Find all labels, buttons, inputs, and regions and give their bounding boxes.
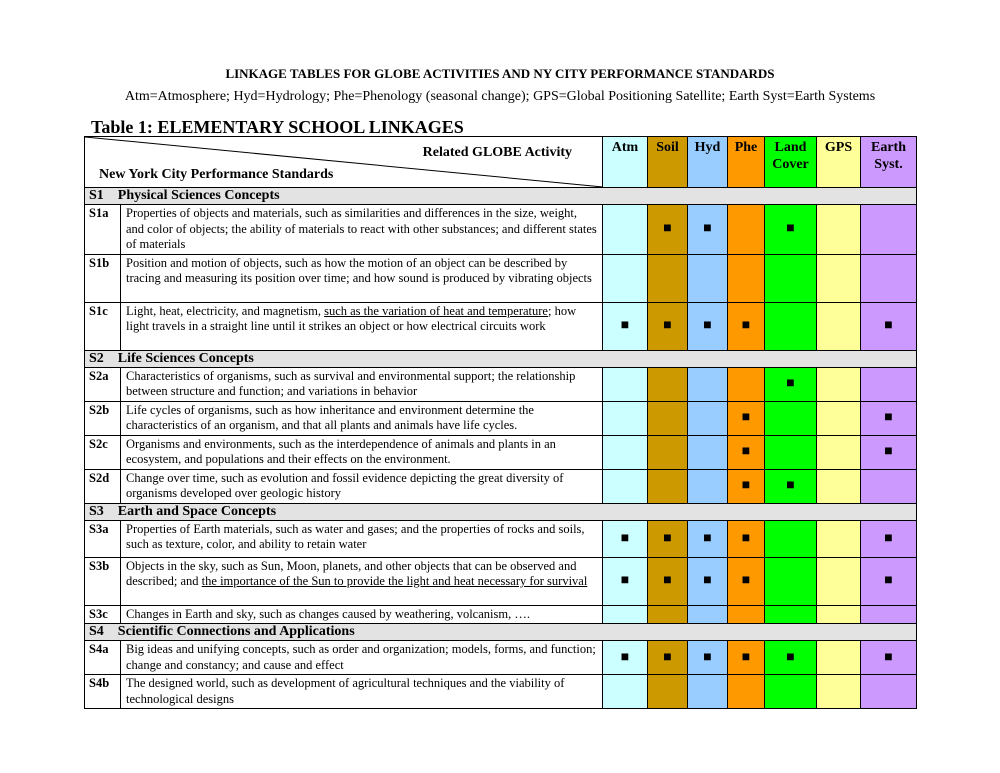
linkage-marker: ■ [786, 221, 795, 237]
linkage-marker: ■ [663, 318, 672, 333]
cell-soil [648, 205, 688, 255]
linkage-marker: ■ [620, 318, 630, 333]
standard-description [121, 205, 603, 255]
cell-phe [728, 675, 765, 709]
linkage-marker: ■ [663, 530, 672, 546]
related-activity-label: Related GLOBE Activity [422, 145, 572, 160]
standard-code: S3a [85, 520, 121, 557]
cell-hyd [688, 557, 728, 605]
standard-code: S1b [85, 254, 121, 302]
standard-row [85, 520, 917, 557]
cell-land-cover [765, 675, 817, 709]
cell-atm [603, 302, 648, 350]
cell-land-cover [765, 367, 817, 401]
linkage-marker: ■ [884, 573, 893, 588]
cell-atm [603, 205, 648, 255]
cell-soil [648, 469, 688, 503]
standard-code: S2a [85, 367, 121, 401]
description-text: Characteristics of organisms, such as survival and environmental support; the relationship between structure and function; and variations in behavior [126, 368, 576, 398]
cell-earth-syst [861, 367, 917, 401]
col-header-phe: Phe [728, 137, 765, 188]
cell-atm [603, 641, 648, 675]
standard-description [121, 401, 603, 435]
section-label: S3 Earth and Space Concepts [85, 503, 917, 520]
cell-soil [648, 520, 688, 557]
cell-hyd [688, 254, 728, 302]
cell-hyd [688, 367, 728, 401]
linkage-marker: ■ [703, 649, 712, 665]
underlined-text: such as the variation of heat and temperature; [324, 303, 552, 318]
standard-row [85, 469, 917, 503]
standard-description [121, 367, 603, 401]
standard-row [85, 675, 917, 709]
standard-description [121, 469, 603, 503]
cell-earth-syst [861, 302, 917, 350]
standard-row [85, 401, 917, 435]
cell-atm [603, 254, 648, 302]
cell-earth-syst [861, 435, 917, 469]
section-row [85, 350, 917, 367]
linkage-table [84, 136, 917, 709]
linkage-marker: ■ [620, 649, 630, 665]
cell-atm [603, 557, 648, 605]
standard-description [121, 435, 603, 469]
linkage-marker: ■ [884, 649, 893, 665]
cell-land-cover [765, 469, 817, 503]
cell-hyd [688, 641, 728, 675]
cell-gps [817, 557, 861, 605]
cell-gps [817, 254, 861, 302]
cell-gps [817, 675, 861, 709]
linkage-marker: ■ [741, 444, 751, 459]
cell-atm [603, 605, 648, 624]
section-label: S1 Physical Sciences Concepts [85, 188, 917, 205]
cell-land-cover [765, 254, 817, 302]
cell-phe [728, 435, 765, 469]
cell-soil [648, 435, 688, 469]
cell-gps [817, 435, 861, 469]
cell-gps [817, 641, 861, 675]
linkage-marker: ■ [884, 530, 893, 546]
cell-soil [648, 367, 688, 401]
standard-row [85, 367, 917, 401]
cell-atm [603, 675, 648, 709]
linkage-marker: ■ [884, 318, 893, 333]
standard-row [85, 254, 917, 302]
linkage-marker: ■ [703, 573, 712, 588]
cell-hyd [688, 520, 728, 557]
col-header-atm: Atm [603, 137, 648, 188]
description-text: Properties of Earth materials, such as water and gases; and the properties of rocks and soils, such as texture, color, and ability to retain water [126, 521, 585, 551]
cell-phe [728, 205, 765, 255]
linkage-marker: ■ [741, 318, 751, 333]
linkage-marker: ■ [663, 649, 672, 665]
linkage-marker: ■ [884, 410, 893, 425]
linkage-marker: ■ [703, 221, 712, 237]
cell-land-cover [765, 435, 817, 469]
linkage-marker: ■ [741, 530, 751, 546]
cell-phe [728, 254, 765, 302]
cell-hyd [688, 205, 728, 255]
cell-phe [728, 605, 765, 624]
linkage-marker: ■ [786, 649, 795, 665]
cell-land-cover [765, 401, 817, 435]
cell-hyd [688, 302, 728, 350]
section-label: S2 Life Sciences Concepts [85, 350, 917, 367]
underlined-text: the importance of the Sun to provide the light and heat necessary for survival [201, 574, 588, 588]
description-text: Position and motion of objects, such as how the motion of an object can be described by tracing and measuring its position over time; and how sound is produced by vibrating objects [126, 255, 592, 285]
cell-land-cover [765, 641, 817, 675]
section-row [85, 188, 917, 205]
cell-phe [728, 401, 765, 435]
linkage-marker: ■ [741, 573, 751, 588]
cell-phe [728, 557, 765, 605]
cell-land-cover [765, 205, 817, 255]
cell-soil [648, 254, 688, 302]
cell-phe [728, 469, 765, 503]
cell-land-cover [765, 557, 817, 605]
linkage-marker: ■ [741, 410, 751, 425]
description-text: Change over time, such as evolution and fossil evidence depicting the great diversity of organisms developed over geologic history [126, 470, 564, 500]
standard-row [85, 435, 917, 469]
cell-phe [728, 302, 765, 350]
col-header-soil: Soil [648, 137, 688, 188]
section-row [85, 503, 917, 520]
col-header-land-cover: Land Cover [765, 137, 817, 188]
standard-description [121, 302, 603, 350]
col-header-earth-syst: Earth Syst. [861, 137, 917, 188]
standard-code: S1a [85, 205, 121, 255]
cell-hyd [688, 469, 728, 503]
linkage-marker: ■ [786, 376, 795, 391]
linkage-marker: ■ [620, 573, 630, 588]
standard-row [85, 302, 917, 350]
cell-earth-syst [861, 520, 917, 557]
cell-earth-syst [861, 401, 917, 435]
linkage-marker: ■ [703, 530, 712, 546]
standard-description [121, 641, 603, 675]
cell-atm [603, 401, 648, 435]
document-title: LINKAGE TABLES FOR GLOBE ACTIVITIES AND NY CITY PERFORMANCE STANDARDS [225, 66, 775, 81]
cell-phe [728, 641, 765, 675]
standard-code: S1c [85, 302, 121, 350]
cell-phe [728, 367, 765, 401]
standard-description [121, 520, 603, 557]
cell-gps [817, 205, 861, 255]
section-label: S4 Scientific Connections and Applications [85, 624, 917, 641]
cell-soil [648, 641, 688, 675]
cell-phe [728, 520, 765, 557]
description-text: Organisms and environments, such as the interdependence of animals and plants in an ecosystem, and populations and their effects on the environment. [126, 436, 556, 466]
cell-earth-syst [861, 254, 917, 302]
cell-hyd [688, 435, 728, 469]
linkage-marker: ■ [884, 444, 893, 459]
standard-description [121, 254, 603, 302]
cell-atm [603, 520, 648, 557]
section-row [85, 624, 917, 641]
cell-gps [817, 367, 861, 401]
standard-code: S3c [85, 605, 121, 624]
description-text: Properties of objects and materials, such as similarities and differences in the size, weight, and color of objects; the ability of materials to react with other substances; and different states of materials [126, 206, 597, 251]
header-row [85, 137, 917, 188]
cell-soil [648, 401, 688, 435]
cell-atm [603, 367, 648, 401]
cell-atm [603, 435, 648, 469]
description-text: Light, heat, electricity, and magnetism, [126, 303, 325, 318]
standard-code: S2c [85, 435, 121, 469]
cell-soil [648, 557, 688, 605]
standard-code: S2d [85, 469, 121, 503]
standard-row [85, 205, 917, 255]
linkage-marker: ■ [741, 478, 751, 493]
table-title: Table 1: ELEMENTARY SCHOOL LINKAGES [91, 117, 464, 137]
cell-soil [648, 302, 688, 350]
cell-land-cover [765, 302, 817, 350]
abbreviation-legend: Atm=Atmosphere; Hyd=Hydrology; Phe=Phenology (seasonal change); GPS=Global Positioning Satellite; Earth Syst=Earth Systems [124, 89, 876, 104]
cell-earth-syst [861, 641, 917, 675]
cell-gps [817, 302, 861, 350]
cell-gps [817, 520, 861, 557]
cell-hyd [688, 675, 728, 709]
linkage-marker: ■ [703, 318, 712, 333]
cell-earth-syst [861, 469, 917, 503]
standard-description [121, 675, 603, 709]
cell-soil [648, 605, 688, 624]
standard-code: S4b [85, 675, 121, 709]
standard-code: S4a [85, 641, 121, 675]
standard-description [121, 557, 603, 605]
description-text: Big ideas and unifying concepts, such as order and organization; models, forms, and function; change and constancy; and cause and effect [126, 642, 596, 672]
col-header-gps: GPS [817, 137, 861, 188]
standard-row [85, 641, 917, 675]
standard-row [85, 557, 917, 605]
cell-atm [603, 469, 648, 503]
standards-label: New York City Performance Standards [99, 167, 334, 182]
cell-land-cover [765, 520, 817, 557]
standard-description [121, 605, 603, 624]
col-header-hyd: Hyd [688, 137, 728, 188]
linkage-marker: ■ [663, 221, 672, 237]
cell-earth-syst [861, 205, 917, 255]
cell-earth-syst [861, 557, 917, 605]
header-diagonal-cell [85, 137, 603, 188]
cell-earth-syst [861, 605, 917, 624]
standard-row [85, 605, 917, 624]
description-text: Life cycles of organisms, such as how inheritance and environment determine the characteristics of an organism, and that all plants and animals have life cycles. [126, 402, 534, 432]
description-text: how light travels in a straight line until it strikes an object or how electrical circuits work [126, 303, 577, 333]
standard-code: S2b [85, 401, 121, 435]
cell-gps [817, 469, 861, 503]
linkage-marker: ■ [620, 530, 630, 546]
cell-soil [648, 675, 688, 709]
description-text: The designed world, such as development of agricultural techniques and the viability of technological designs [126, 676, 565, 706]
cell-land-cover [765, 605, 817, 624]
standard-code: S3b [85, 557, 121, 605]
cell-earth-syst [861, 675, 917, 709]
cell-gps [817, 401, 861, 435]
linkage-marker: ■ [663, 573, 672, 588]
linkage-marker: ■ [741, 649, 751, 665]
cell-gps [817, 605, 861, 624]
cell-hyd [688, 401, 728, 435]
description-text: Objects in the sky, such as Sun, Moon, planets, and other objects that can be observed and described; and [126, 558, 577, 588]
linkage-marker: ■ [786, 478, 795, 493]
cell-hyd [688, 605, 728, 624]
description-text: Changes in Earth and sky, such as changes caused by weathering, volcanism, …. [126, 606, 530, 621]
